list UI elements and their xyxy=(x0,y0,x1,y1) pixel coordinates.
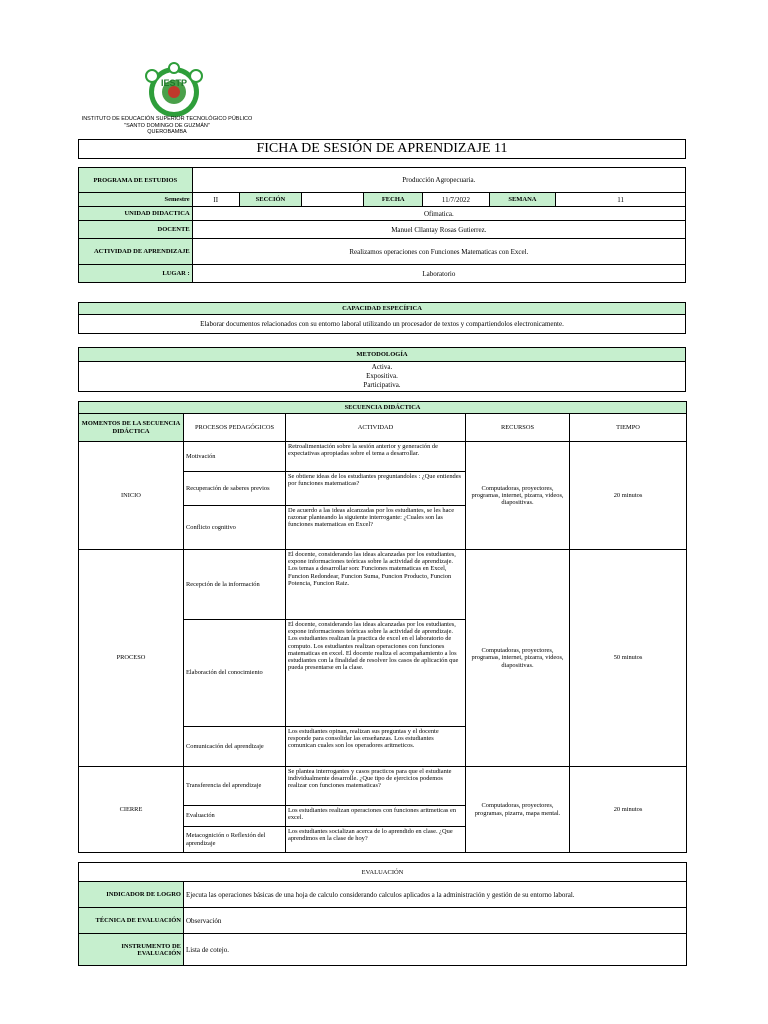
actividad-comunicacion: Los estudiantes opinan, realizan sus preguntas y el docente responde para consolidar las enseñanzas. Los estudiantes comunican cuales son los operadores aritmeticos. xyxy=(286,727,466,767)
actividad-conflicto-cognitivo: De acuerdo a las ideas alcanzadas por los estudiantes, se les hace razonar planteando la siguiente interrogante: ¿Cuales son las funciones matematicas en Excel? xyxy=(286,506,466,550)
recursos-inicio: Computadoras, proyectores, programas, internet, pizarra, videos, diapositivas. xyxy=(466,442,570,550)
docente-label: DOCENTE xyxy=(79,221,193,239)
actividad-saberes-previos: Se obtiene ideas de los estudiantes preguntandoles : ¿Que entiendes por funciones matematicas? xyxy=(286,472,466,506)
unidad-label: UNIDAD DIDACTICA xyxy=(79,207,193,221)
fecha-label: FECHA xyxy=(364,193,423,207)
momento-proceso: PROCESO xyxy=(79,550,184,767)
institution-line-3: QUEROBAMBA xyxy=(147,129,187,135)
institution-line-1: INSTITUTO DE EDUCACIÓN SUPERIOR TECNOLÓGICO PÚBLICO xyxy=(81,116,253,122)
institution-name xyxy=(78,116,256,136)
actividad-label: ACTIVIDAD DE APRENDIZAJE xyxy=(79,239,193,265)
proceso-recepcion: Recepción de la información xyxy=(184,550,286,620)
momento-inicio: INICIO xyxy=(79,442,184,550)
actividad-motivacion: Retroalimentación sobre la sesión anterior y generación de expectativas apropiadas sobre el tema a desarrollar. xyxy=(286,442,466,472)
actividad-elaboracion: El docente, considerando las ideas alcanzadas por los estudiantes, expone informaciones teóricas sobre la actividad de aprendizaje. Los estudiantes realizan la practica de excel en el laboratorio de computo. Los estudiantes realizan operaciones con funciones matematicas en excel. El docente realiza el acompañamiento a los estudiantes con la finalidad de resolver los casos de aplicación que pueda presentarse en la clase. xyxy=(286,620,466,727)
secuencia-table xyxy=(78,401,687,853)
proceso-transferencia: Transferencia del aprendizaje xyxy=(184,767,286,806)
lugar-value: Laboratorio xyxy=(192,265,685,283)
page-title: FICHA DE SESIÓN DE APRENDIZAJE 11 xyxy=(78,139,686,159)
proceso-comunicacion: Comunicación del aprendizaje xyxy=(184,727,286,767)
tecnica-value: Observación xyxy=(184,908,687,934)
unidad-value: Ofimatica. xyxy=(192,207,685,221)
actividad-recepcion: El docente, considerando las ideas alcanzadas por los estudiantes, expone informaciones teóricas sobre la actividad de aprendizaje. Los temas a desarrollar son: Funciones matematicas en Excel, Funcion Redondear, Funcion Suma, Funcion Producto, Funcion Potencia, Funcion Raiz. xyxy=(286,550,466,620)
actividad-value: Realizamos operaciones con Funciones Matematicas con Excel. xyxy=(192,239,685,265)
proceso-elaboracion: Elaboración del conocimiento xyxy=(184,620,286,727)
semana-value: 11 xyxy=(556,193,686,207)
proceso-conflicto-cognitivo: Conflicto cognitivo xyxy=(184,506,286,550)
proceso-metacognicion: Metacognición o Reflexión del aprendizaje xyxy=(184,827,286,853)
fecha-value: 11/7/2022 xyxy=(423,193,489,207)
secuencia-header: SECUENCIA DIDÁCTICA xyxy=(79,402,687,414)
programa-label: PROGRAMA DE ESTUDIOS xyxy=(79,168,193,193)
institution-logo xyxy=(138,62,210,120)
recursos-cierre: Computadoras, proyectores, programas, pizarra, mapa mental. xyxy=(466,767,570,853)
semestre-value: II xyxy=(192,193,239,207)
evaluacion-header: EVALUACIÓN xyxy=(79,863,687,882)
col-tiempo: TIEMPO xyxy=(570,414,687,442)
actividad-transferencia: Se plantea interrogantes y casos practicos para que el estudiante individualmente desarrolle. ¿Que tipo de ejercicios podemos realizar con funciones matematicas? xyxy=(286,767,466,806)
capacidad-table xyxy=(78,302,686,334)
tecnica-label: TÉCNICA DE EVALUACIÓN xyxy=(79,908,184,934)
actividad-evaluacion: Los estudiantes realizan operaciones con funciones aritmeticas en excel. xyxy=(286,806,466,827)
indicador-label: INDICADOR DE LOGRO xyxy=(79,882,184,908)
capacidad-text: Elaborar documentos relacionados con su entorno laboral utilizando un procesador de textos y compartiendolos electronicamente. xyxy=(79,315,686,334)
info-table xyxy=(78,167,686,283)
metodologia-table xyxy=(78,347,686,392)
svg-text:IESTP: IESTP xyxy=(160,78,188,88)
metodologia-item: Activa. xyxy=(371,363,393,371)
metodologia-item: Expositiva. xyxy=(366,372,398,380)
momento-cierre: CIERRE xyxy=(79,767,184,853)
seccion-value xyxy=(302,193,364,207)
actividad-metacognicion: Los estudiantes socializan acerca de lo aprendido en clase. ¿Que aprendimos en la clase de hoy? xyxy=(286,827,466,853)
institution-line-2: "SANTO DOMINGO DE GUZMÁN" xyxy=(124,122,210,129)
proceso-saberes-previos: Recuperación de saberes previos xyxy=(184,472,286,506)
programa-value: Producción Agropecuaria. xyxy=(192,168,685,193)
metodologia-header: METODOLOGÍA xyxy=(79,348,686,362)
col-procesos: PROCESOS PEDAGÓGICOS xyxy=(184,414,286,442)
seccion-label: SECCIÓN xyxy=(239,193,301,207)
proceso-evaluacion: Evaluación xyxy=(184,806,286,827)
tiempo-proceso: 50 minutos xyxy=(570,550,687,767)
col-actividad: ACTIVIDAD xyxy=(286,414,466,442)
lugar-label: LUGAR : xyxy=(79,265,193,283)
metodologia-item: Participativa. xyxy=(363,381,401,389)
instrumento-value: Lista de cotejo. xyxy=(184,934,687,966)
tiempo-cierre: 20 minutos xyxy=(570,767,687,853)
instrumento-label: INSTRUMENTO DE EVALUACIÓN xyxy=(79,934,184,966)
evaluacion-table xyxy=(78,862,687,966)
semana-label: SEMANA xyxy=(489,193,555,207)
semestre-label: Semestre xyxy=(79,193,193,207)
tiempo-inicio: 20 minutos xyxy=(570,442,687,550)
proceso-motivacion: Motivación xyxy=(184,442,286,472)
recursos-proceso: Computadoras, proyectores, programas, internet, pizarra, videos, diapositivas. xyxy=(466,550,570,767)
col-recursos: RECURSOS xyxy=(466,414,570,442)
col-momentos: MOMENTOS DE LA SECUENCIA DIDÁCTICA xyxy=(79,414,184,442)
capacidad-header: CAPACIDAD ESPECÍFICA xyxy=(79,303,686,315)
indicador-value: Ejecuta las operaciones básicas de una hoja de calculo considerando calculos aplicados a la administración y gestión de su entorno laboral. xyxy=(184,882,687,908)
docente-value: Manuel Cllantay Rosas Gutierrez. xyxy=(192,221,685,239)
